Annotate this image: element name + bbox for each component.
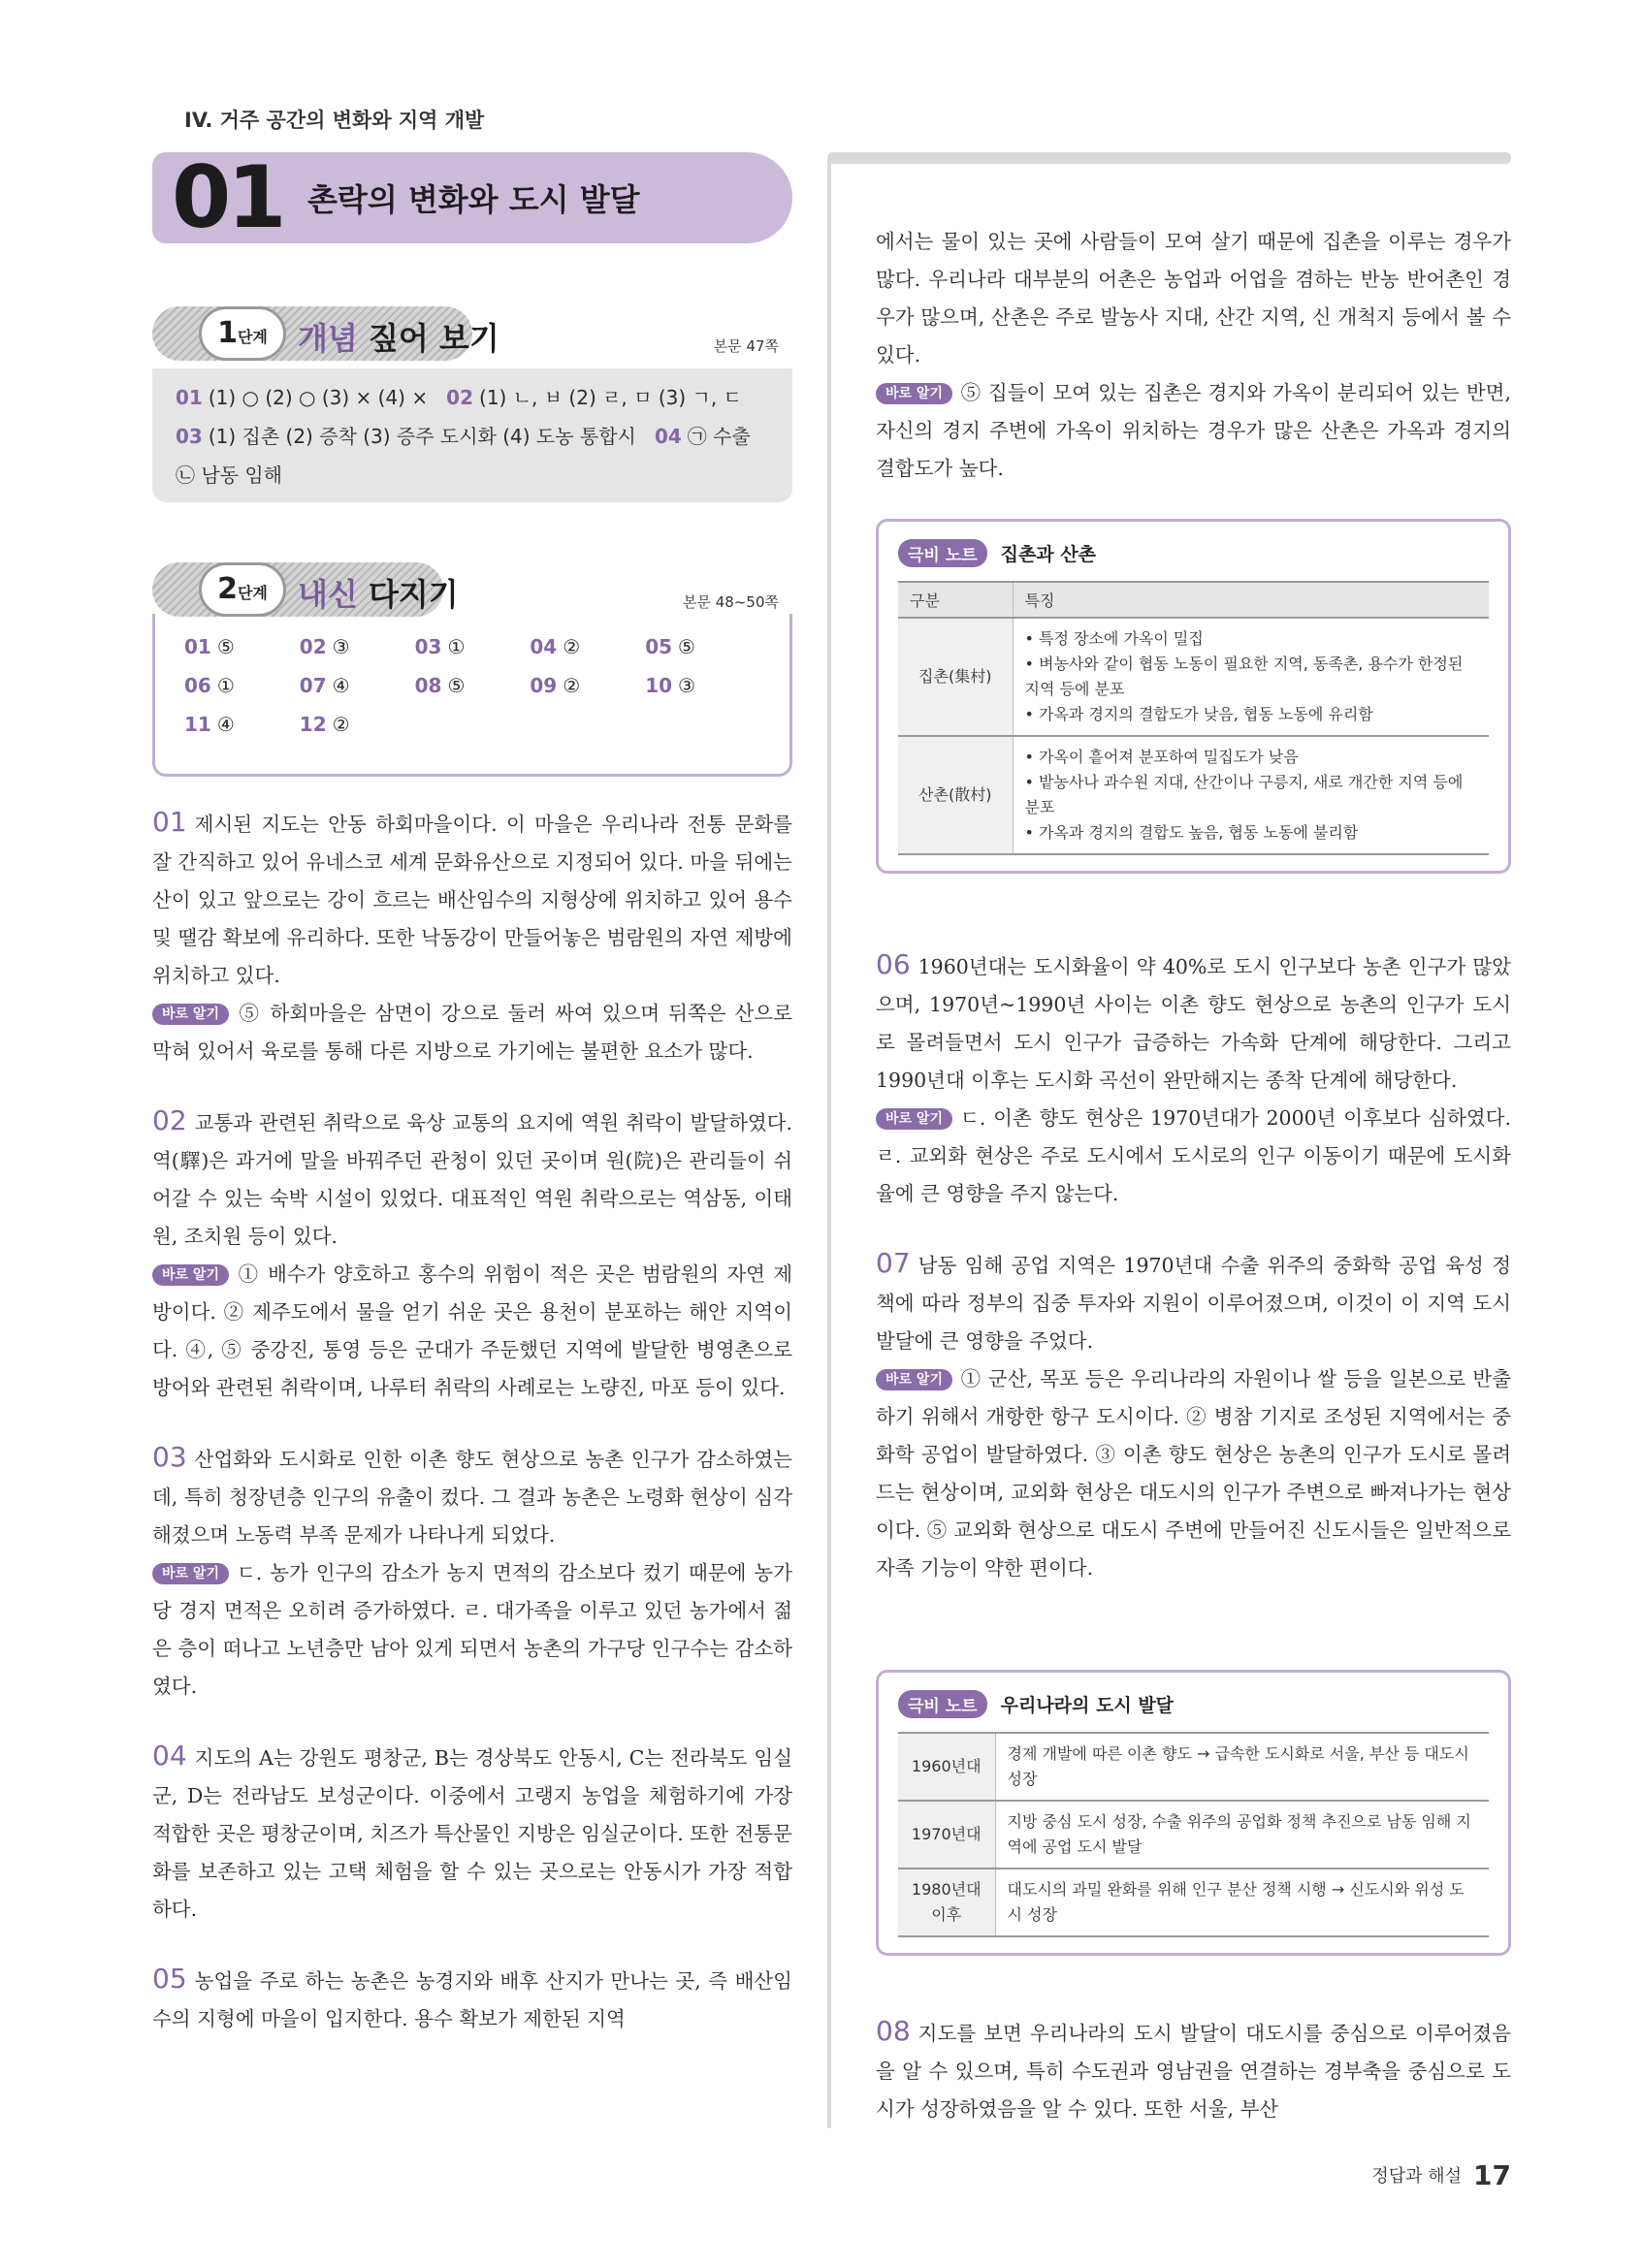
note-settlement (876, 519, 1511, 874)
explanation-01: 01 제시된 지도는 안동 하회마을이다. 이 마을은 우리나라 전통 문화를 잘 간직하고 있어 유네스코 세계 문화유산으로 지정되어 있다. 마을 뒤에는 산이 있고 앞으로는 강이 흐르는 배산임수의 지형상에 위치하고 있어 용수 및 땔감 확보에 유리하다. 또한 낙동강이 만들어놓은 범람원의 자연 제방에 위치하고 있다. (152, 806, 792, 987)
explanation-07: 07 남동 임해 공업 지역은 1970년대 수출 위주의 중화학 공업 육성 정책에 따라 정부의 집중 투자와 지원이 이루어졌으며, 이것이 이 지역 도시 발달에 큰 영향을 주었다. (876, 1247, 1511, 1353)
answer-item: 06 ① (184, 674, 235, 697)
right-column-bottom (876, 2012, 1511, 2128)
step1-page-ref: 본문 47쪽 (713, 337, 779, 355)
explanation-04: 04 지도의 A는 강원도 평창군, B는 경상북도 안동시, C는 전라북도 임실군, D는 전라남도 보성군이다. 이중에서 고랭지 농업을 체험하기에 가장 적합한 곳은 평창군이며, 치즈가 특산물인 지방은 임실군이다. 또한 전통문화를 보존하고 있는 고택 체험을 할 수 있는 곳으로는 안동시가 가장 적합하다. (152, 1740, 792, 1921)
table-row: 1980년대 이후 대도시의 과밀 완화를 위해 인구 분산 정책 시행 → 신도시와 위성 도시 성장 (898, 1869, 1489, 1936)
column-divider (827, 160, 831, 2128)
page-number: 17 (1473, 2159, 1511, 2191)
chapter-title: IV. 거주 공간의 변화와 지역 개발 (184, 109, 485, 132)
answer-item: 02 ③ (299, 635, 350, 658)
explanation-05: 05 농업을 주로 하는 농촌은 농경지와 배후 산지가 만나는 곳, 즉 배산임수의 지형에 마을이 입지한다. 용수 확보가 제한된 지역 (152, 1963, 792, 2030)
table-row: 집촌(集村) • 특정 장소에 가옥이 밀집 • 벼농사와 같이 협동 노동이 필요한 지역, 동족촌, 용수가 한정된 지역 등에 분포 • 가옥과 경지의 결합도가 낮음, 협동 노동에 유리함 (898, 618, 1489, 736)
step1-header (152, 306, 792, 361)
note-title: 집촌과 산촌 (1000, 544, 1096, 565)
answer-item: 07 ④ (299, 674, 350, 697)
explanation-03: 03 산업화와 도시화로 인한 이촌 향도 현상으로 농촌 인구가 감소하였는데, 특히 청장년층 인구의 유출이 컸다. 그 결과 농촌은 노령화 현상이 심각해졌으며 노동력 부족 문제가 나타나게 되었다. (152, 1441, 792, 1547)
lesson-number: 01 (172, 147, 283, 247)
right-column-mid (876, 945, 1511, 1587)
note-title: 우리나라의 도시 발달 (1000, 1695, 1175, 1716)
answer-item: 04 ② (530, 635, 581, 658)
answer-item: 09 ② (530, 674, 581, 697)
lesson-banner (152, 147, 792, 247)
step2-answer-box (152, 614, 792, 777)
fix-03: 바로 알기 ㄷ. 농가 인구의 감소가 농지 면적의 감소보다 컸기 때문에 농가당 경지 면적은 오히려 증가하였다. ㄹ. 대가족을 이루고 있던 농가에서 젊은 층이 떠나고 노년층만 남아 있게 되면서 농촌의 가구당 인구수는 감소하였다. (152, 1561, 792, 1698)
answer-item: 05 ⑤ (645, 635, 695, 658)
footer-label: 정답과 해설 (1371, 2166, 1463, 2187)
note-label: 극비 노트 (898, 539, 987, 567)
explanation-06: 06 1960년대는 도시화율이 약 40%로 도시 인구보다 농촌 인구가 많았으며, 1970년~1990년 사이는 이촌 향도 현상으로 농촌의 인구가 도시로 몰려들면서 도시 인구가 급증하는 가속화 단계에 해당한다. 그리고 1990년대 이후는 도시화 곡선이 완만해지는 종착 단계에 해당한다. (876, 948, 1511, 1092)
step1-badge: 1단계 (199, 306, 286, 361)
answer-item: 11 ④ (184, 713, 235, 736)
step1-title: 개념 짚어 보기 (298, 320, 499, 357)
explanation-05-cont: 에서는 물이 있는 곳에 사람들이 모여 살기 때문에 집촌을 이루는 경우가 많다. 우리나라 대부분의 어촌은 농업과 어업을 겸하는 반농 반어촌인 경우가 많으며, 산촌은 주로 발농사 지대, 산간 지역, 신 개척지 등에서 볼 수 있다. (876, 230, 1511, 367)
explanation-02: 02 교통과 관련된 취락으로 육상 교통의 요지에 역원 취락이 발달하였다. 역(驛)은 과거에 말을 바꿔주던 관청이 있던 곳이며 원(院)은 관리들이 쉬어갈 수 있는 숙박 시설이 있었다. 대표적인 역원 취락으로는 역삼동, 이태원, 조치원 등이 있다. (152, 1104, 792, 1248)
note-urban-development (876, 1670, 1511, 1956)
settlement-table (898, 581, 1489, 855)
lesson-title: 촌락의 변화와 도시 발달 (307, 181, 640, 218)
table-row: 1960년대 경제 개발에 따른 이촌 향도 → 급속한 도시화로 서울, 부산 등 대도시 성장 (898, 1733, 1489, 1801)
step2-header (152, 562, 792, 617)
fix-05: 바로 알기 ⑤ 집들이 모여 있는 집촌은 경지와 가옥이 분리되어 있는 반면, 자신의 경지 주변에 가옥이 위치하는 경우가 많은 산촌은 가옥과 경지의 결합도가 높다. (876, 381, 1511, 480)
urban-table (898, 1732, 1489, 1937)
fix-01: 바로 알기 ⑤ 하회마을은 삼면이 강으로 둘러 싸여 있으며 뒤쪽은 산으로 막혀 있어서 육로를 통해 다른 지방으로 가기에는 불편한 요소가 많다. (152, 1002, 792, 1063)
fix-06: 바로 알기 ㄷ. 이촌 향도 현상은 1970년대가 2000년 이후보다 심하였다. ㄹ. 교외화 현상은 주로 도시에서 도시로의 인구 이동이기 때문에 도시화율에 큰 영향을 주지 않는다. (876, 1106, 1511, 1205)
step2-badge: 2단계 (199, 562, 286, 617)
table-header: 구분 (898, 582, 1013, 618)
page-footer (1371, 2159, 1511, 2191)
table-row: 1970년대 지방 중심 도시 성장, 수출 위주의 공업화 정책 추진으로 남동 임해 지역에 공업 도시 발달 (898, 1801, 1489, 1869)
table-header: 특징 (1013, 582, 1489, 618)
answer-item: 03 ① (414, 635, 466, 658)
fix-02: 바로 알기 ① 배수가 양호하고 홍수의 위험이 적은 곳은 범람원의 자연 제방이다. ② 제주도에서 물을 얻기 쉬운 곳은 용천이 분포하는 해안 지역이다. ④, ⑤ 중강진, 통영 등은 군대가 주둔했던 지역에 발달한 병영촌으로 방어와 관련된 취락이며, 나루터 취락의 사례로는 노량진, 마포 등이 있다. (152, 1262, 792, 1399)
answer-item: 10 ③ (645, 674, 695, 697)
top-rule (827, 152, 1511, 164)
step1-answer-box: 01 (1) ○ (2) ○ (3) × (4) × 02 (1) ㄴ, ㅂ (2) ㄹ, ㅁ (3) ㄱ, ㄷ 03 (1) 집촌 (2) 증착 (3) 증주 도시화 (4) 도농 통합시 04 ㉠ 수출 ㉡ 남동 임해 (152, 368, 792, 502)
table-row: 산촌(散村) • 가옥이 흩어져 분포하여 밀집도가 낮음 • 밭농사나 과수원 지대, 산간이나 구릉지, 새로 개간한 지역 등에 분포 • 가옥과 경지의 결합도 높음, 협동 노동에 불리함 (898, 736, 1489, 854)
answer-item: 12 ② (299, 713, 350, 736)
right-column-top (876, 223, 1511, 488)
answer-item: 08 ⑤ (414, 674, 466, 697)
answer-item: 01 ⑤ (184, 635, 235, 658)
step2-title: 내신 다지기 (298, 576, 459, 613)
left-column (152, 803, 792, 2038)
fix-07: 바로 알기 ① 군산, 목포 등은 우리나라의 자원이나 쌀 등을 일본으로 반출하기 위해서 개항한 항구 도시이다. ② 병참 기지로 조성된 지역에서는 중화학 공업이 발달하였다. ③ 이촌 향도 현상은 농촌의 인구가 도시로 몰려드는 현상이며, 교외화 현상은 대도시의 인구가 주변으로 빠져나가는 현상이다. ⑤ 교외화 현상으로 대도시 주변에 만들어진 신도시들은 일반적으로 자족 기능이 약한 편이다. (876, 1367, 1511, 1580)
explanation-08: 08 지도를 보면 우리나라의 도시 발달이 대도시를 중심으로 이루어졌음을 알 수 있으며, 특히 수도권과 영남권을 연결하는 경부축을 중심으로 도시가 성장하였음을 알 수 있다. 또한 서울, 부산 (876, 2015, 1511, 2121)
step2-page-ref: 본문 48~50쪽 (683, 593, 779, 611)
note-label: 극비 노트 (898, 1690, 987, 1718)
